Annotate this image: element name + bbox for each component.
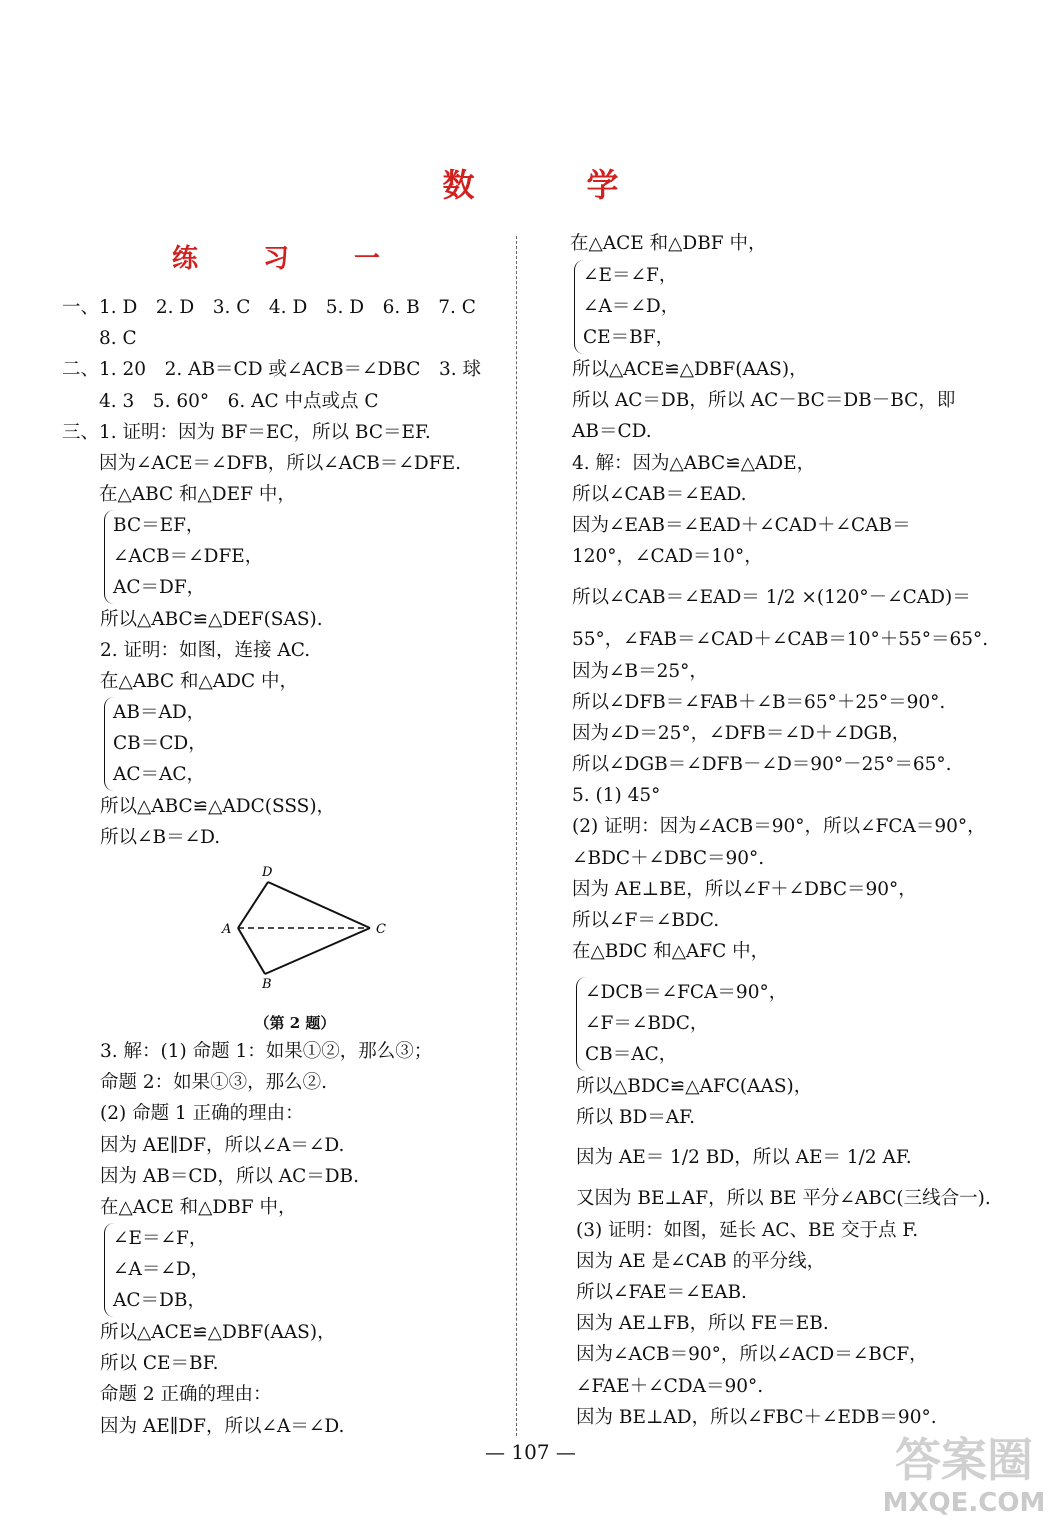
equation-line: CB＝CD，: [113, 733, 207, 755]
figure-caption: （第 2 题）: [254, 1014, 336, 1032]
answer-line: (3) 证明：如图，延长 AC、BE 交于点 F.: [576, 1219, 919, 1241]
equation-line: AC＝DB，: [113, 1290, 206, 1312]
section-title: 练 习 一: [171, 244, 409, 274]
left-block-2: [100, 604, 323, 698]
equation-line: AC＝AC，: [113, 764, 206, 786]
answer-line: 55°，∠FAB＝∠CAD＋∠CAB＝10°＋55°＝65°.: [572, 629, 989, 651]
equation-line: AB＝AD，: [113, 702, 206, 723]
equation-line: ∠ACB＝∠DFE，: [113, 546, 264, 568]
answer-line: 4. 3 5. 60° 6. AC 中点或点 C: [62, 390, 379, 412]
answer-line: 所以△ACE≌△DBF(AAS)，: [572, 359, 808, 380]
edge-ad: [238, 882, 268, 928]
watermark-bottom: MXQE.COM: [882, 1488, 1046, 1518]
answer-line: 因为∠ACB＝90°，所以∠ACD＝∠BCF，: [576, 1344, 928, 1366]
answer-line: 在△BDC 和△AFC 中，: [572, 941, 770, 963]
answer-line: 因为 AE⊥BE，所以∠F＋∠DBC＝90°，: [572, 878, 917, 900]
quadrilateral-figure: [210, 860, 400, 990]
answer-line: 所以∠FAE＝∠EAB.: [576, 1281, 747, 1303]
left-system-1: [100, 510, 263, 604]
left-block-4: [100, 1036, 432, 1223]
answer-line: 所以∠F＝∠BDC.: [572, 910, 720, 931]
answer-line: 5. (1) 45°: [572, 785, 661, 807]
equation-line: BC＝EF，: [113, 515, 205, 536]
answer-line: 因为 BE⊥AD，所以∠FBC＋∠EDB＝90°.: [576, 1406, 937, 1428]
answer-line: 因为 AE∥DF，所以∠A＝∠D.: [100, 1134, 345, 1156]
left-block-3: [100, 791, 335, 853]
answer-line: 所以 BD＝AF.: [576, 1107, 696, 1129]
equation-line: CE＝BF，: [583, 327, 675, 349]
page-number: — 107 —: [485, 1440, 576, 1464]
answer-line: 因为∠B＝25°，: [572, 660, 708, 682]
equation-brace: [576, 977, 787, 1071]
answer-line: (2) 证明：因为∠ACB＝90°，所以∠FCA＝90°，: [572, 816, 986, 838]
equation-line: CB＝AC，: [585, 1044, 678, 1066]
answer-line: 8. C: [62, 328, 137, 350]
answer-line: 120°，∠CAD＝10°，: [572, 546, 763, 568]
edge-dc: [268, 882, 370, 928]
equation-line: ∠F＝∠BDC，: [585, 1013, 709, 1035]
answer-line: 因为∠ACE＝∠DFB，所以∠ACB＝∠DFE.: [62, 452, 461, 474]
equation-line: ∠A＝∠D，: [113, 1259, 210, 1281]
left-column: [62, 292, 507, 510]
answer-line: 因为∠EAB＝∠EAD＋∠CAD＋∠CAB＝: [572, 514, 911, 536]
answer-line: 所以∠CAB＝∠EAD.: [572, 483, 747, 505]
right-block-3: [576, 1071, 1036, 1433]
answer-line: 所以∠DFB＝∠FAB＋∠B＝65°＋25°＝90°.: [572, 691, 946, 713]
answer-line: 在△ACE 和△DBF 中，: [100, 1196, 297, 1218]
answer-line: 所以∠DGB＝∠DFB－∠D＝90°－25°＝65°.: [572, 754, 952, 776]
answer-line: 所以△ABC≌△ADC(SSS)，: [100, 796, 336, 817]
answer-line: 所以∠B＝∠D.: [100, 827, 221, 849]
answer-line: AB＝CD.: [572, 421, 652, 443]
answer-line: 因为 AE∥DF，所以∠A＝∠D.: [100, 1415, 345, 1437]
answer-line: 4. 解：因为△ABC≌△ADE，: [572, 452, 816, 474]
equation-line: ∠DCB＝∠FCA＝90°，: [585, 982, 788, 1003]
column-divider: [516, 236, 517, 1436]
answer-line: 所以△ABC≌△DEF(SAS).: [100, 609, 323, 630]
equation-line: ∠E＝∠F，: [583, 265, 678, 286]
right-block-2: [572, 354, 1032, 967]
answer-line: 因为 AE＝ 1/2 BD，所以 AE＝ 1/2 AF.: [576, 1147, 912, 1169]
left-block-5: [100, 1317, 344, 1442]
watermark: [879, 1432, 1049, 1532]
equation-brace: [104, 1223, 209, 1317]
answer-line: 所以 AC＝DB，所以 AC－BC＝DB－BC，即: [572, 390, 956, 412]
answer-line: 因为 AE 是∠CAB 的平分线，: [576, 1250, 826, 1272]
equation-line: ∠E＝∠F，: [113, 1228, 208, 1249]
label-c: C: [376, 922, 386, 937]
left-system-2: [100, 697, 207, 791]
equation-line: ∠A＝∠D，: [583, 296, 680, 318]
answer-line: 在△ABC 和△DEF 中，: [62, 484, 296, 506]
answer-line: 因为 AE⊥FB，所以 FE＝EB.: [576, 1313, 829, 1335]
answer-line: 一、1. D 2. D 3. C 4. D 5. D 6. B 7. C: [62, 297, 476, 318]
answer-line: 在△ACE 和△DBF 中，: [570, 233, 767, 254]
left-system-3: [100, 1223, 209, 1317]
equation-brace: [574, 260, 679, 354]
watermark-top: 答案圈: [895, 1433, 1033, 1487]
answer-line: ∠BDC＋∠DBC＝90°.: [572, 847, 765, 869]
right-system-1: [570, 260, 679, 354]
answer-line: 所以 CE＝BF.: [100, 1353, 219, 1375]
answer-line: 所以△ACE≌△DBF(AAS)，: [100, 1322, 336, 1343]
answer-line: 命题 2：如果①③，那么②.: [100, 1072, 328, 1094]
answer-line: 3. 解：(1) 命题 1：如果①②，那么③；: [100, 1041, 433, 1062]
answer-line: 所以∠CAB＝∠EAD＝ 1/2 ×(120°－∠CAD)＝: [572, 587, 971, 609]
answer-line: 因为 AB＝CD，所以 AC＝DB.: [100, 1165, 360, 1187]
answer-line: ∠FAE＋∠CDA＝90°.: [576, 1375, 764, 1397]
answer-line: 2. 证明：如图，连接 AC.: [100, 640, 311, 662]
label-b: B: [262, 977, 272, 990]
answer-line: 命题 2 正确的理由：: [100, 1384, 272, 1406]
edge-cb: [265, 928, 370, 974]
equation-brace: [104, 697, 207, 791]
answer-line: 三、1. 证明：因为 BF＝EC，所以 BC＝EF.: [62, 421, 431, 443]
answer-line: 在△ABC 和△ADC 中，: [100, 671, 299, 693]
page-title: 数 学: [442, 166, 659, 204]
answer-line: (2) 命题 1 正确的理由：: [100, 1103, 304, 1125]
edge-ba: [238, 928, 265, 974]
answer-line: 所以△BDC≌△AFC(AAS)，: [576, 1076, 813, 1097]
answer-line: 又因为 BE⊥AF，所以 BE 平分∠ABC(三线合一).: [576, 1188, 991, 1210]
right-block-1: [570, 228, 767, 259]
equation-brace: [104, 510, 263, 604]
equation-line: AC＝DF，: [113, 577, 206, 599]
label-d: D: [262, 865, 273, 880]
label-a: A: [222, 922, 232, 937]
answer-line: 因为∠D＝25°，∠DFB＝∠D＋∠DGB，: [572, 722, 911, 744]
right-system-2: [572, 977, 787, 1071]
answer-line: 二、1. 20 2. AB＝CD 或∠ACB＝∠DBC 3. 球: [62, 359, 481, 381]
